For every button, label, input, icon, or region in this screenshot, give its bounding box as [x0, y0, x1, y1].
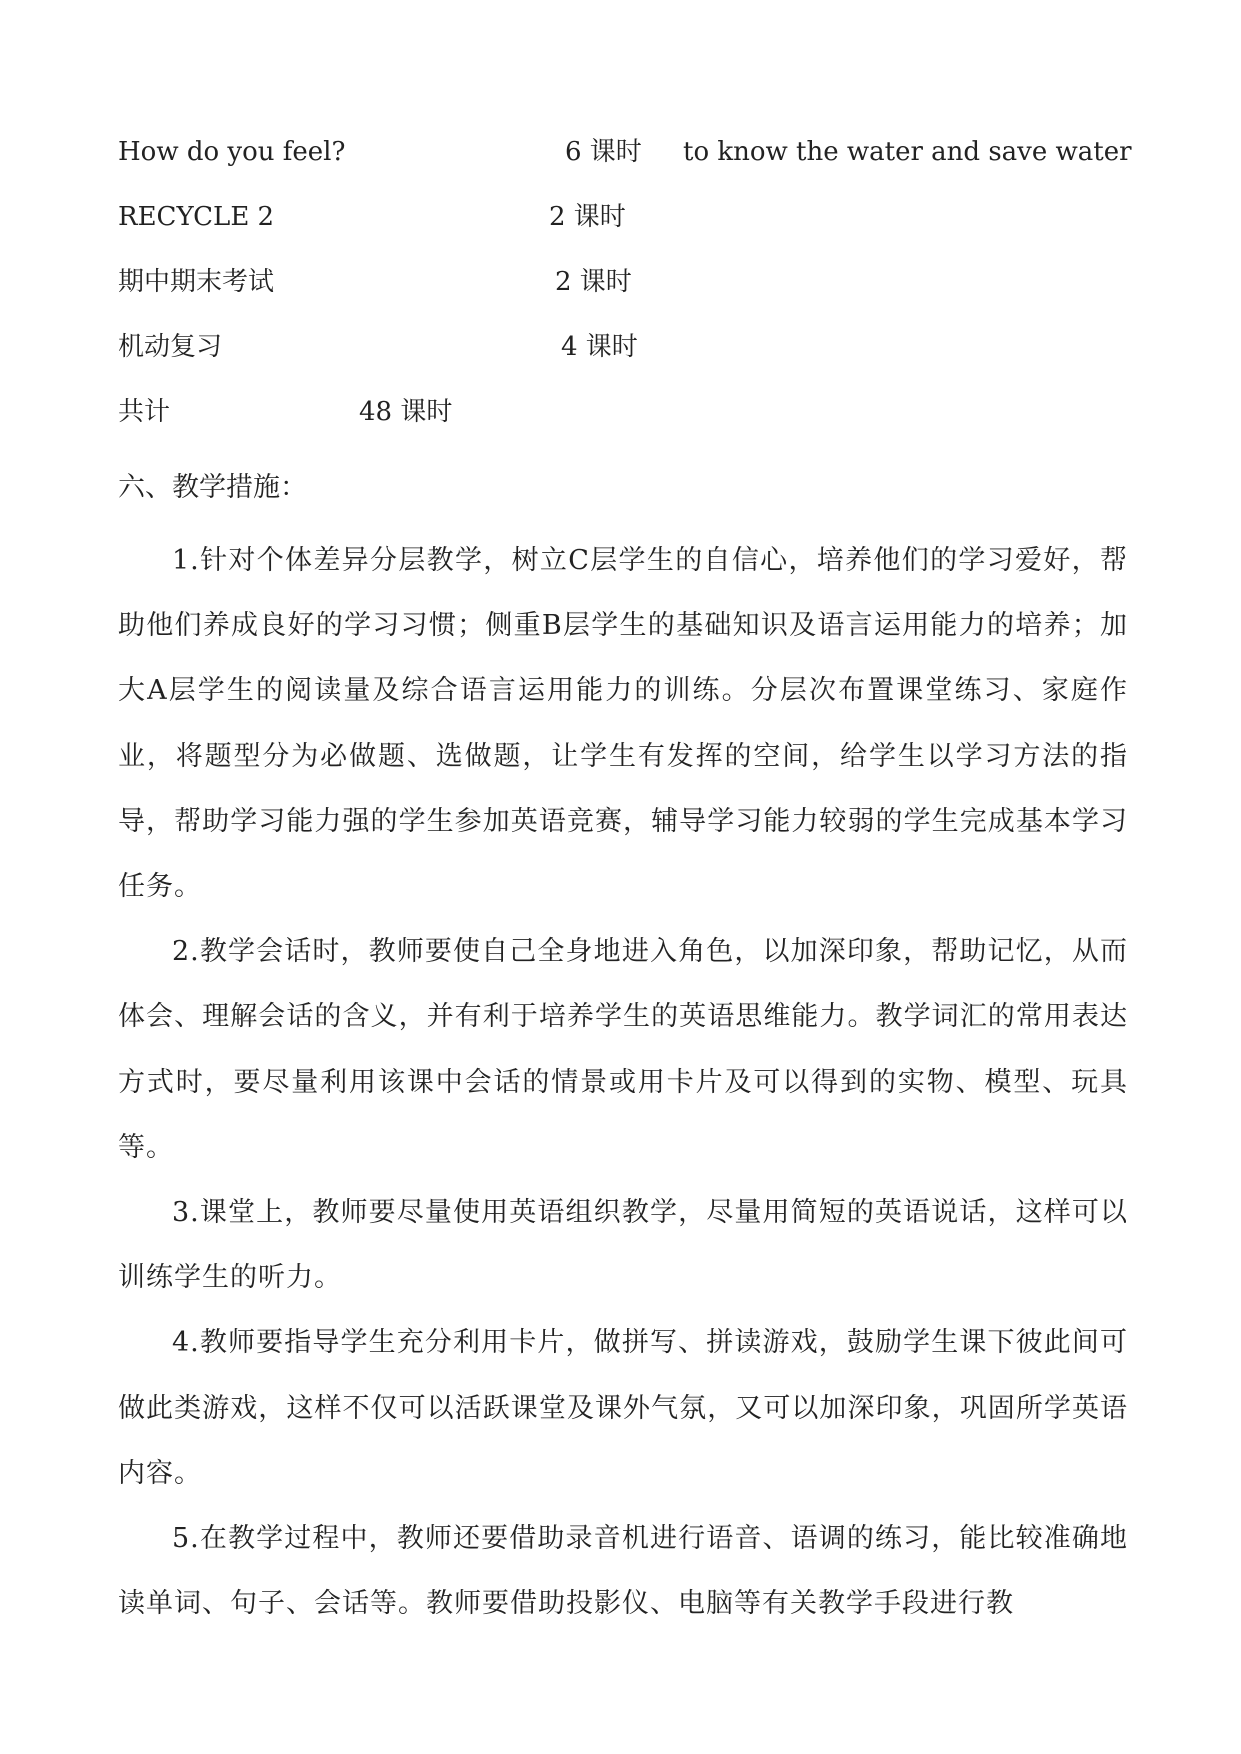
schedule-row [118, 197, 1128, 237]
measure-paragraph: 3.课堂上，教师要尽量使用英语组织教学，尽量用简短的英语说话，这样可以训练学生的听力。 [118, 1197, 1128, 1294]
schedule-unit-hours: 2 课时 [555, 267, 632, 297]
schedule-unit-name: RECYCLE 2 [118, 202, 275, 232]
schedule-unit-name: 机动复习 [118, 332, 223, 362]
schedule-total-hours: 48 课时 [359, 397, 453, 427]
schedule-unit-hours: 4 课时 [561, 332, 638, 362]
measure-paragraph: 5.在教学过程中，教师还要借助录音机进行语音、语调的练习，能比较准确地读单词、句子、会话等。教师要借助投影仪、电脑等有关教学手段进行教 [118, 1523, 1128, 1620]
schedule-unit-hours: 6 课时 [565, 137, 642, 167]
schedule-row [118, 132, 1132, 172]
schedule-row [118, 327, 1128, 367]
schedule-unit-name: How do you feel? [118, 137, 346, 167]
schedule-unit-note: to know the water and save water [683, 137, 1132, 167]
measure-paragraph: 1.针对个体差异分层教学，树立C层学生的自信心，培养他们的学习爱好，帮助他们养成良好的学习习惯；侧重B层学生的基础知识及语言运用能力的培养；加大A层学生的阅读量及综合语言运用能力的训练。分层次布置课堂练习、家庭作业，将题型分为必做题、选做题，让学生有发挥的空间，给学生以学习方法的指导，帮助学习能力强的学生参加英语竞赛，辅导学习能力较弱的学生完成基本学习任务。 [118, 545, 1128, 903]
schedule-total-row [118, 392, 1128, 432]
schedule-unit-name: 期中期末考试 [118, 267, 275, 297]
schedule-row [118, 262, 1128, 302]
schedule-unit-hours: 2 课时 [549, 202, 626, 232]
teaching-measures [118, 528, 1128, 1636]
measure-paragraph: 2.教学会话时，教师要使自己全身地进入角色，以加深印象，帮助记忆，从而体会、理解会话的含义，并有利于培养学生的英语思维能力。教学词汇的常用表达方式时，要尽量利用该课中会话的情景或用卡片及可以得到的实物、模型、玩具等。 [118, 936, 1128, 1163]
measure-paragraph: 4.教师要指导学生充分利用卡片，做拼写、拼读游戏，鼓励学生课下彼此间可做此类游戏，这样不仅可以活跃课堂及课外气氛，又可以加深印象，巩固所学英语内容。 [118, 1327, 1128, 1489]
section-heading: 六、教学措施： [118, 472, 307, 503]
schedule-total-label: 共计 [118, 397, 171, 427]
